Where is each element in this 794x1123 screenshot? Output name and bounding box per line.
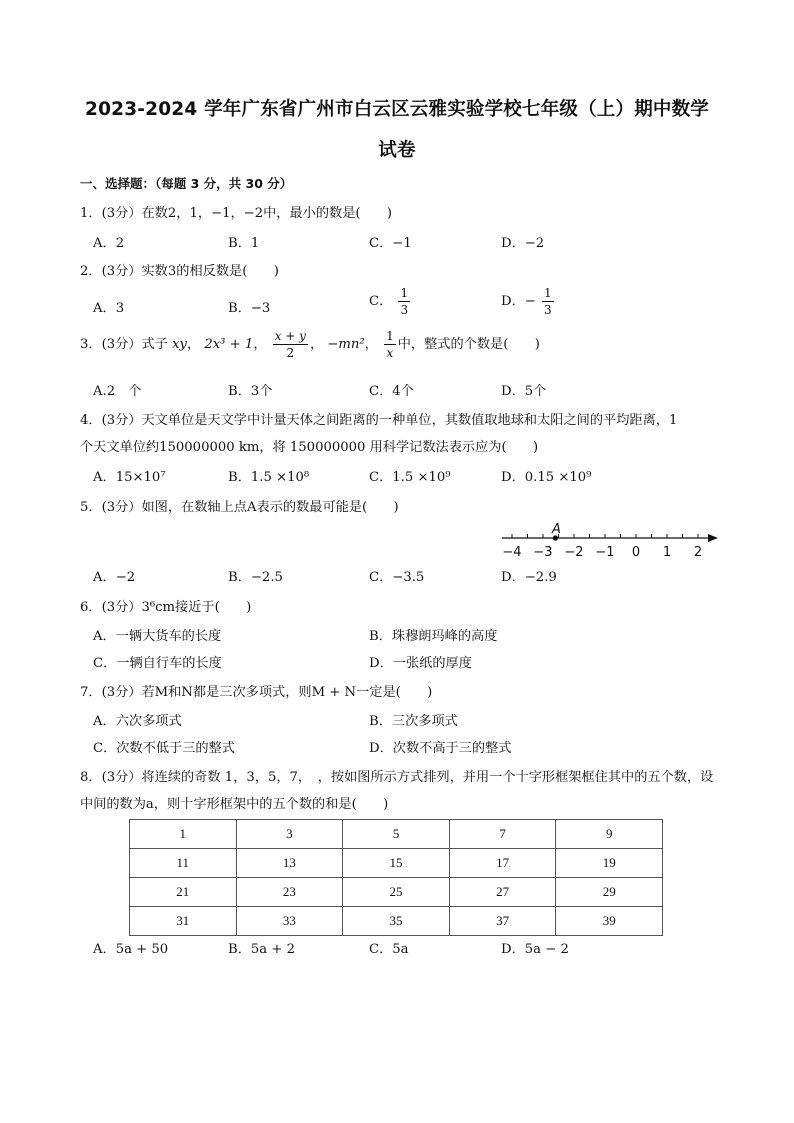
table-row — [130, 878, 663, 907]
q3-fraction-xy-over-2 — [273, 330, 308, 359]
table-cell: 33 — [236, 907, 343, 936]
q2-option-d-fraction — [542, 287, 554, 316]
q6-option-b: B．珠穆朗玛峰的高度 — [369, 629, 498, 644]
q5-option-a: A．−2 — [93, 570, 136, 585]
q2-option-d — [501, 287, 556, 316]
fraction-numerator: 1 — [386, 329, 394, 343]
tick-label: −1 — [595, 545, 615, 560]
table-row — [130, 849, 663, 878]
q3-expr-2x3: 2x³ + 1 — [204, 337, 254, 352]
q3-option-d: D．5个 — [501, 384, 547, 399]
table-cell: 13 — [236, 849, 343, 878]
q2-option-b: B．−3 — [228, 301, 271, 316]
table-cell: 29 — [556, 878, 663, 907]
q8-option-d: D．5a − 2 — [501, 942, 569, 957]
table-cell: 3 — [236, 820, 343, 849]
table-cell: 19 — [556, 849, 663, 878]
q2-option-c — [369, 287, 412, 316]
question-2-stem: 2．(3分）实数3的相反数是( ) — [80, 264, 279, 279]
q4-option-c: C．1.5 ×10⁹ — [369, 470, 451, 485]
tick-label: −4 — [502, 545, 522, 560]
page-title-line2: 试卷 — [378, 140, 416, 161]
q3-suffix: 中，整式的个数是( ) — [397, 337, 540, 352]
fraction-numerator: 1 — [400, 286, 409, 300]
q8-option-b: B．5a + 2 — [228, 942, 295, 957]
table-cell: 27 — [449, 878, 556, 907]
fraction-numerator: 1 — [544, 286, 552, 300]
q4-option-d: D．0.15 ×10⁹ — [501, 470, 592, 485]
q7-option-a: A．六次多项式 — [93, 714, 182, 729]
q4-option-b: B．1.5 ×10⁸ — [228, 470, 310, 485]
q7-option-c: C．次数不低于三的整式 — [93, 741, 235, 756]
q1-option-b: B．1 — [228, 236, 260, 251]
section-header-choice: 一、选择题：（每题 3 分，共 30 分） — [80, 176, 293, 191]
tick-labels — [502, 545, 702, 560]
table-cell: 39 — [556, 907, 663, 936]
q4-option-a: A．15×10⁷ — [93, 470, 166, 485]
q1-option-d: D．−2 — [501, 236, 545, 251]
q2-option-c-fraction — [398, 287, 410, 316]
q3-expr-xy: xy — [172, 337, 187, 352]
q7-option-b: B．三次多项式 — [369, 714, 458, 729]
question-3-stem: 3．(3分）式子 xy， 2x³ + 1， $\frac{x + y}{2}$ ， −mn²， $\frac{1}{x}$ 中，整式的个数是( ) — [80, 329, 540, 360]
table-cell: 21 — [130, 878, 237, 907]
table-cell: 37 — [449, 907, 556, 936]
question-4-line1: 4．(3分）天文单位是天文学中计量天体之间距离的一种单位，其数值取地球和太阳之间的平均距离，1 — [80, 413, 678, 428]
table-cell: 7 — [449, 820, 556, 849]
fraction-denominator: 3 — [400, 303, 409, 317]
question-4-line2: 个天文单位约150000000 km，将 150000000 用科学记数法表示应为( ) — [80, 440, 539, 455]
q2-option-c-label: C． — [369, 294, 393, 309]
q3-option-a: A.2 个 — [93, 384, 142, 399]
odd-number-table — [129, 819, 663, 936]
page-title: 2023-2024 学年广东省广州市白云区云雅实验学校七年级（上）期中数学 — [85, 99, 709, 120]
tick-label: 0 — [631, 545, 641, 560]
q1-option-c: C．−1 — [369, 236, 412, 251]
q3-prefix: 3．(3分）式子 — [80, 337, 168, 352]
q8-option-c: C．5a — [369, 942, 409, 957]
question-1-stem: 1．(3分）在数2，1，−1，−2中，最小的数是( ) — [80, 206, 393, 221]
q1-option-a: A．2 — [93, 236, 125, 251]
point-a-label: A — [551, 522, 561, 537]
question-6-stem: 6．(3分）3⁶cm接近于( ) — [80, 600, 252, 615]
table-cell: 31 — [130, 907, 237, 936]
q7-option-d: D．次数不高于三的整式 — [369, 741, 512, 756]
q2-option-d-label: D．− — [501, 294, 536, 309]
q5-option-b: B．−2.5 — [228, 570, 283, 585]
table-cell: 15 — [343, 849, 450, 878]
question-5-stem: 5．(3分）如图，在数轴上点A表示的数最可能是( ) — [80, 500, 399, 515]
table-cell: 17 — [449, 849, 556, 878]
fraction-denominator: 2 — [286, 346, 295, 360]
q6-option-c: C．一辆自行车的长度 — [93, 656, 222, 671]
table-cell: 25 — [343, 878, 450, 907]
q8-option-a: A．5a + 50 — [93, 942, 169, 957]
fraction-denominator: x — [386, 346, 394, 360]
fraction-denominator: 3 — [544, 303, 552, 317]
tick-label: 1 — [662, 545, 672, 560]
q3-expr-mn2: −mn² — [327, 337, 365, 352]
table-cell: 5 — [343, 820, 450, 849]
table-cell: 35 — [343, 907, 450, 936]
number-line — [498, 520, 728, 562]
question-7-stem: 7．(3分）若M和N都是三次多项式，则M + N一定是( ) — [80, 685, 433, 700]
q6-option-a: A．一辆大货车的长度 — [93, 629, 222, 644]
tick-label: −2 — [564, 545, 584, 560]
table-row — [130, 820, 663, 849]
q3-fraction-1-over-x — [384, 330, 396, 359]
q3-option-b: B．3个 — [228, 384, 273, 399]
q2-option-a: A．3 — [93, 301, 125, 316]
q3-option-c: C．4个 — [369, 384, 414, 399]
question-8-line2: 中间的数为a，则十字形框架中的五个数的和是( ) — [80, 797, 389, 812]
question-8-line1: 8．(3分）将连续的奇数 1，3，5，7， ，按如图所示方式排列，并用一个十字形框架框住其中的五个数，设 — [80, 770, 714, 785]
q6-option-d: D．一张纸的厚度 — [369, 656, 472, 671]
table-row — [130, 907, 663, 936]
fraction-numerator: x + y — [274, 329, 306, 343]
table-cell: 1 — [130, 820, 237, 849]
number-line-arrow — [708, 534, 718, 542]
tick-label: −3 — [533, 545, 553, 560]
table-cell: 23 — [236, 878, 343, 907]
table-cell: 11 — [130, 849, 237, 878]
q5-option-d: D．−2.9 — [501, 570, 557, 585]
q5-option-c: C．−3.5 — [369, 570, 425, 585]
table-cell: 9 — [556, 820, 663, 849]
tick-label: 2 — [693, 545, 703, 560]
